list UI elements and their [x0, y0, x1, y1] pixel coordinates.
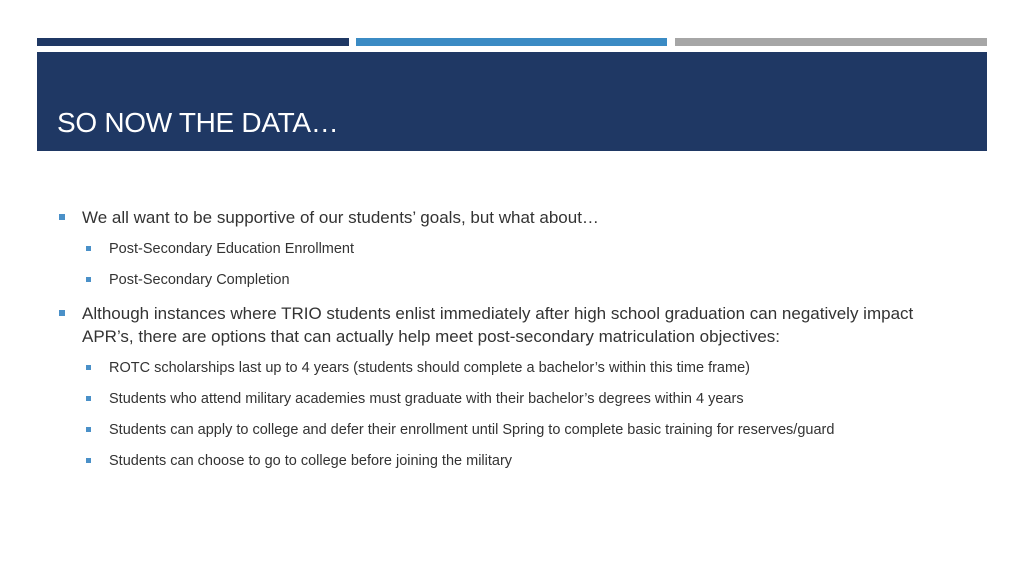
sub-bullet-item — [109, 420, 834, 440]
sub-bullet-item — [109, 358, 750, 378]
accent-bar-dark — [37, 38, 349, 46]
sub-bullet-item — [109, 389, 744, 409]
bullet-text: Students who attend military academies must graduate with their bachelor’s degrees within 4 years — [109, 391, 744, 407]
bullet-marker-icon — [86, 396, 91, 401]
bullet-text: Post-Secondary Completion — [109, 272, 290, 288]
bullet-marker-icon — [86, 277, 91, 282]
slide-title: SO NOW THE DATA… — [57, 107, 339, 138]
bullet-marker-icon — [59, 310, 65, 316]
bullet-text: Although instances where TRIO students enlist immediately after high school graduation can negatively impact APR’s, there are options that can actually help meet post-secondary matriculation objectives: — [82, 304, 914, 346]
bullet-text: ROTC scholarships last up to 4 years (students should complete a bachelor’s within this time frame) — [109, 360, 750, 376]
accent-bar-blue — [356, 38, 667, 46]
bullet-marker-icon — [59, 214, 65, 220]
bullet-text: Post-Secondary Education Enrollment — [109, 241, 355, 257]
bullet-marker-icon — [86, 365, 91, 370]
bullet-text: Students can choose to go to college before joining the military — [109, 453, 513, 469]
bullet-marker-icon — [86, 427, 91, 432]
sub-bullet-item — [109, 270, 290, 290]
bullet-marker-icon — [86, 458, 91, 463]
sub-bullet-item — [109, 239, 354, 259]
bullet-marker-icon — [86, 246, 91, 251]
bullet-item — [82, 302, 962, 348]
title-band — [37, 52, 987, 151]
bullet-text: Students can apply to college and defer their enrollment until Spring to complete basic training for reserves/guard — [109, 422, 835, 438]
bullet-item — [82, 206, 599, 229]
bullet-text: We all want to be supportive of our students’ goals, but what about… — [82, 208, 599, 227]
sub-bullet-item — [109, 451, 512, 471]
accent-bar-gray — [675, 38, 987, 46]
